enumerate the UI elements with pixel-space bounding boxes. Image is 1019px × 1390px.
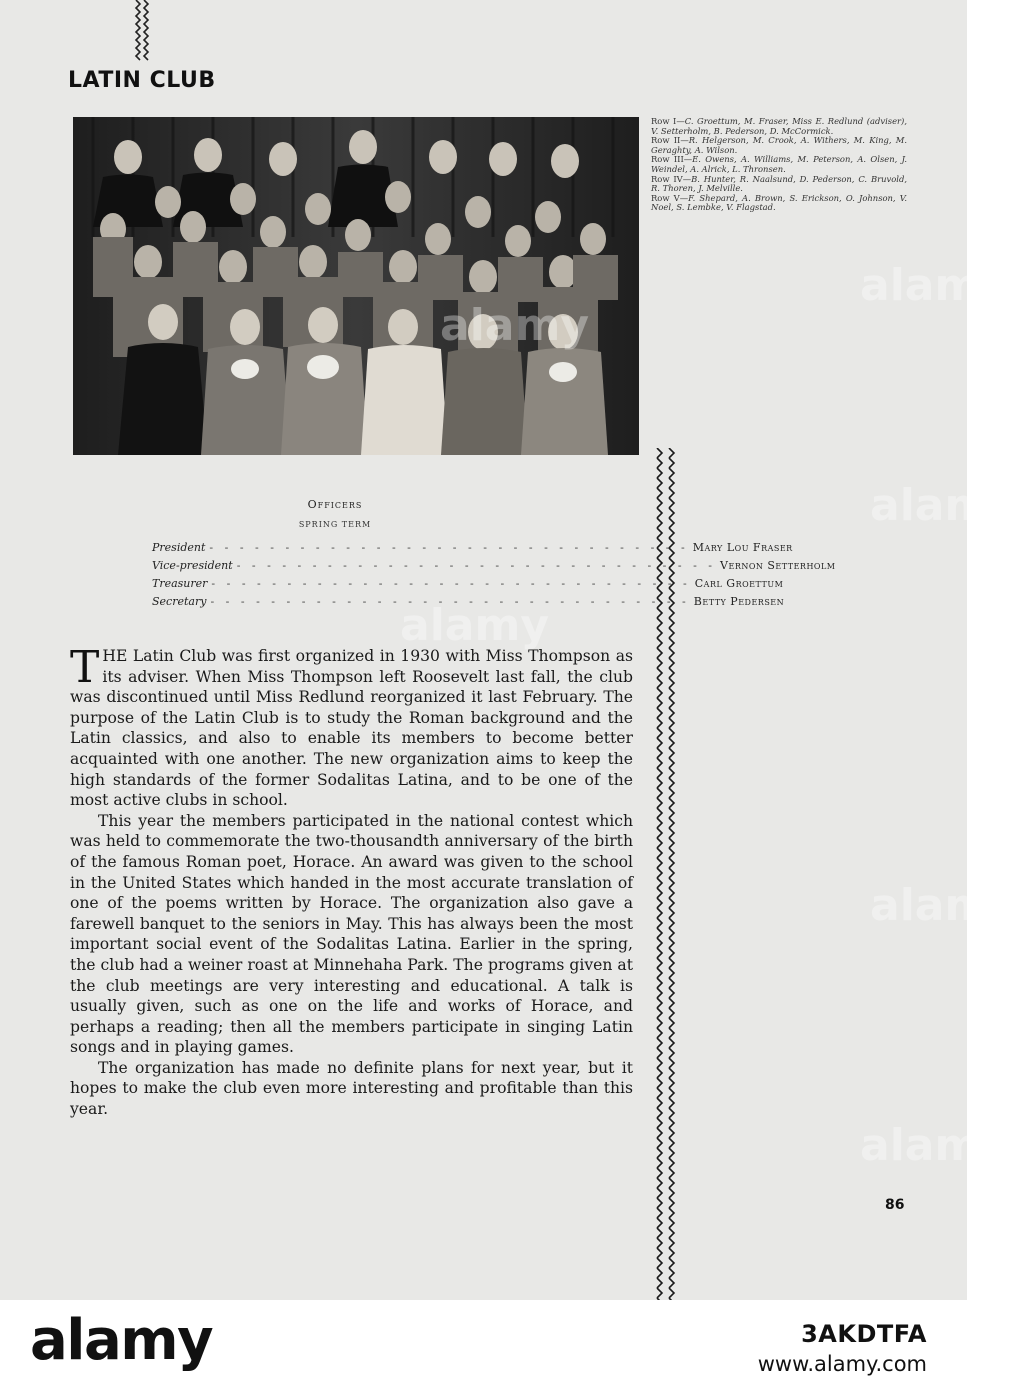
site-link[interactable]: www.alamy.com bbox=[757, 1352, 927, 1376]
caption-row-5: Row V—F. Shepard, A. Brown, S. Erickson, O. Johnson, V. Noel, S. Lembke, V. Flagstad. bbox=[651, 192, 907, 213]
watermark: alamy bbox=[860, 1120, 1009, 1171]
drop-cap: T bbox=[70, 642, 100, 693]
zigzag-ornament-right bbox=[650, 448, 682, 1300]
article-body bbox=[70, 642, 633, 1120]
watermark: alamy bbox=[870, 480, 1019, 531]
page-title: LATIN CLUB bbox=[68, 68, 216, 93]
paragraph-1: THE Latin Club was first organized in 1930 with Miss Thompson as its adviser. When Miss Thompson left Roosevelt last fall, the club was discontinued until Miss Redlund reorganized it last February. The purpose of the Latin Club is to study the Roman background and the Latin classics, and also to enable its members to become better acquainted with one another. The new organization aims to keep the high standards of the former Sodalitas Latina, and to be one of the most active clubs in school. bbox=[70, 642, 633, 810]
caption-row-2: Row II—R. Helgerson, M. Crook, A. Withers, M. King, M. Geraghty, A. Wilson. bbox=[651, 135, 908, 155]
paragraph-3: The organization has made no definite plans for next year, but it hopes to make the club even more interesting and profitable than this year. bbox=[70, 1058, 633, 1119]
watermark: alamy bbox=[400, 600, 549, 651]
officer-row-vice-president: Vice-president - - - - - - - - - - - - - - - - - - - - - - - - - - - - - - - - Vernon Setterholm bbox=[152, 559, 836, 572]
officer-row-secretary: Secretary - - - - - - - - - - - - - - - - - - - - - - - - - - - - - - - - Betty Pedersen bbox=[152, 595, 785, 608]
officer-row-president: President - - - - - - - - - - - - - - - - - - - - - - - - - - - - - - - - Mary Lou Fraser bbox=[152, 541, 793, 554]
watermark: alamy bbox=[440, 300, 589, 351]
zigzag-ornament-top bbox=[130, 0, 158, 62]
watermark: alamy bbox=[870, 880, 1019, 931]
watermark: alamy bbox=[860, 260, 1009, 311]
alamy-logo[interactable]: alamy bbox=[30, 1308, 213, 1373]
club-group-photo bbox=[73, 117, 639, 455]
officer-row-treasurer: Treasurer - - - - - - - - - - - - - - - - - - - - - - - - - - - - - - - - Carl Groettum bbox=[152, 577, 784, 590]
paragraph-2: This year the members participated in the national contest which was held to commemorate the two-thousandth anniversary of the birth of the famous Roman poet, Horace. An award was given to the school in the United States which handed in the most accurate translation of one of the poems written by Horace. The organization also gave a farewell banquet to the seniors in May. This has always been the most important social event of the Sodalitas Latina. Earlier in the spring, the club had a weiner roast at Minnehaha Park. The programs given at the club meetings are very interesting and educational. A talk is usually given, such as one on the life and works of Horace, and perhaps a reading; then all the members participate in singing Latin songs and in playing games. bbox=[70, 811, 633, 1057]
image-id: 3AKDTFA bbox=[801, 1320, 927, 1348]
photo-caption bbox=[651, 117, 907, 213]
page-number: 86 bbox=[885, 1197, 905, 1213]
group-photo-icon bbox=[73, 117, 639, 455]
stock-footer bbox=[0, 1300, 967, 1390]
officers-heading: Officers bbox=[307, 498, 363, 511]
caption-row-1: Row I—C. Groettum, M. Fraser, Miss E. Redlund (adviser), V. Setterholm, B. Pederson, D. McCormick. bbox=[651, 116, 907, 136]
officers-term: SPRING TERM bbox=[298, 520, 372, 529]
caption-row-4: Row IV—B. Hunter, R. Naalsund, D. Pederson, C. Bruvold, R. Thoren, J. Melville. bbox=[651, 173, 907, 194]
footer-info bbox=[758, 1320, 927, 1376]
caption-row-3: Row III—E. Owens, A. Williams, M. Peterson, A. Olsen, J. Weindel, A. Alrick, L. Thronsen. bbox=[651, 154, 907, 174]
